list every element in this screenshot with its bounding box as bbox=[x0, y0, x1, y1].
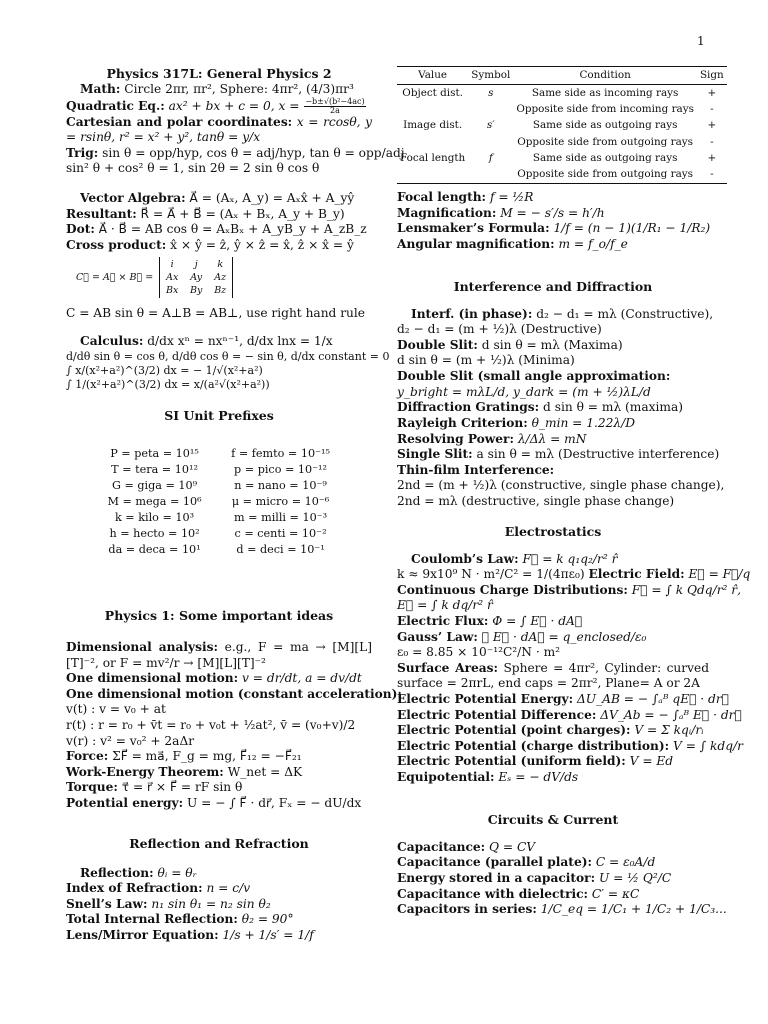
tir-label: Total Internal Reflection: bbox=[66, 912, 238, 927]
reflection-title: Reflection and Refraction bbox=[129, 835, 309, 851]
one-dim-motion bbox=[66, 671, 372, 687]
quadratic-text: ax² + bx + c = 0, x = bbox=[168, 98, 304, 113]
torque-label: Torque: bbox=[66, 780, 118, 795]
one-dim-text: v = dr/dt, a = dv/dt bbox=[242, 671, 362, 686]
table-cell: - bbox=[710, 103, 714, 116]
cartesian-label: Cartesian and polar coordinates: bbox=[66, 114, 293, 129]
kinematics-2: r(t) : r = r₀ + v̄t = r₀ + v₀t + ½at², v̄ = (v₀+v)/2 bbox=[66, 717, 356, 732]
small-angle-label: Double Slit (small angle approximation: bbox=[397, 369, 671, 384]
tir-line bbox=[66, 912, 372, 928]
potential-energy-text: U = − ∫ F⃗ · dr⃗, Fₓ = − dU/dx bbox=[187, 796, 362, 811]
thin-film-1: 2nd = (m + ½)λ (constructive, single phase change), bbox=[397, 478, 725, 493]
lens-equation-label: Lens/Mirror Equation: bbox=[66, 928, 219, 943]
si-row bbox=[93, 494, 345, 510]
equipotential-line bbox=[397, 770, 709, 786]
potential-point-label: Electric Potential (point charges): bbox=[397, 723, 631, 738]
surface-areas-label: Surface Areas: bbox=[397, 660, 499, 675]
potential-dist-text: V = ∫ kdq/r bbox=[673, 738, 743, 753]
work-energy-label: Work-Energy Theorem: bbox=[66, 764, 224, 779]
work-energy-text: W_net = ΔK bbox=[227, 764, 303, 779]
si-prefixes-title: SI Unit Prefixes bbox=[164, 407, 274, 423]
resolving-label: Resolving Power: bbox=[397, 431, 514, 446]
kinematics-1: v(t) : v = v₀ + at bbox=[66, 702, 166, 717]
table-cell bbox=[468, 167, 513, 184]
rayleigh-line bbox=[397, 416, 709, 432]
angular-mag-label: Angular magnification: bbox=[397, 237, 555, 252]
matrix-cell: Ay bbox=[190, 272, 203, 284]
table-cell: Opposite side from outgoing rays bbox=[517, 135, 693, 148]
continuous-text: F⃗ = ∫ k Qdq/r² r̂, bbox=[631, 582, 741, 597]
field-label: Electric Field: bbox=[588, 567, 685, 582]
continuous-line bbox=[397, 582, 741, 599]
table-header: Symbol bbox=[468, 67, 513, 85]
thin-film-2: 2nd = mλ (destructive, single phase change) bbox=[397, 493, 675, 508]
si-cell: c = centi = 10⁻² bbox=[234, 526, 327, 540]
page-title: Physics 317L: General Physics 2 bbox=[106, 66, 332, 81]
dimensional-analysis bbox=[66, 640, 372, 671]
continuous-label: Continuous Charge Distributions: bbox=[397, 582, 628, 597]
grating-text: d sin θ = mλ (maxima) bbox=[543, 400, 683, 415]
resolving-text: λ/Δλ = mN bbox=[517, 431, 587, 446]
lens-sign-table bbox=[397, 66, 727, 184]
magnification-label: Magnification: bbox=[397, 205, 497, 220]
table-cell bbox=[468, 134, 513, 150]
cartesian-line bbox=[66, 115, 372, 146]
dimensional-label: Dimensional analysis: bbox=[66, 639, 218, 654]
si-row bbox=[93, 542, 345, 558]
quadratic-line bbox=[66, 98, 372, 115]
quadratic-fraction bbox=[304, 98, 365, 115]
reflection-label: Reflection: bbox=[80, 865, 154, 880]
potential-diff-label: Electric Potential Difference: bbox=[397, 707, 597, 722]
dimensional-text: e.g., F = ma → [M][L][T]⁻², or F = mv²/r → [M][L][T]⁻² bbox=[66, 639, 372, 670]
math-label: Math: bbox=[80, 82, 121, 96]
quadratic-numerator: −b±√(b²−4ac) bbox=[305, 96, 365, 106]
dot-line bbox=[66, 222, 372, 238]
table-cell: Same side as outgoing rays bbox=[532, 119, 678, 132]
snell-label: Snell’s Law: bbox=[66, 896, 148, 911]
flux-text: Φ = ∫ E⃗ · dA⃗ bbox=[492, 613, 583, 628]
potential-point-line bbox=[397, 723, 709, 739]
one-dim-label: One dimensional motion: bbox=[66, 671, 239, 686]
capacitance-text: Q = CV bbox=[489, 839, 536, 854]
potential-dist-line bbox=[397, 738, 743, 755]
table-cell: s′ bbox=[486, 119, 495, 132]
matrix-cell: Bx bbox=[166, 285, 179, 297]
focal-length-line bbox=[397, 190, 709, 206]
rayleigh-label: Rayleigh Criterion: bbox=[397, 415, 528, 430]
si-cell: n = nano = 10⁻⁹ bbox=[234, 478, 327, 492]
cross-product-line bbox=[66, 238, 372, 254]
calculus-label: Calculus: bbox=[80, 334, 144, 349]
potential-point-text: V = Σ kqᵢ/rᵢ bbox=[634, 723, 704, 738]
cross-product-label: Cross product: bbox=[66, 237, 167, 252]
matrix-cell: Az bbox=[214, 272, 227, 284]
snell-text: n₁ sin θ₁ = n₂ sin θ₂ bbox=[151, 896, 271, 911]
rayleigh-text: θ_min = 1.22λ/D bbox=[531, 415, 636, 430]
cross-product-text: x̂ × ŷ = ẑ, ŷ × ẑ = x̂, ẑ × x̂ = ŷ bbox=[170, 237, 354, 252]
interf-line-2: d₂ − d₁ = (m + ½)λ (Destructive) bbox=[397, 322, 602, 337]
table-row bbox=[397, 134, 727, 150]
surface-areas-line bbox=[397, 661, 709, 692]
energy-stored-line bbox=[397, 871, 709, 887]
interf-text: d₂ − d₁ = mλ (Constructive), bbox=[536, 306, 714, 321]
potential-uniform-text: V = Ed bbox=[629, 754, 674, 769]
parallel-plate-text: C = ε₀A/d bbox=[595, 855, 656, 870]
magnification-text: M = − s′/s = h′/h bbox=[500, 205, 605, 220]
snell-line bbox=[66, 897, 372, 913]
resultant-label: Resultant: bbox=[66, 206, 137, 221]
interference-title: Interference and Diffraction bbox=[453, 278, 653, 294]
table-row bbox=[397, 102, 727, 118]
calculus-line-1 bbox=[66, 334, 372, 350]
index-text: n = c/v bbox=[206, 881, 251, 896]
matrix-cell: By bbox=[190, 285, 203, 297]
table-row bbox=[397, 118, 727, 134]
calculus-line-2: d/dθ sin θ = cos θ, d/dθ cos θ = − sin θ, d/dx constant = 0 bbox=[66, 349, 390, 363]
reflection-text: θᵢ = θᵣ bbox=[157, 865, 197, 880]
capacitance-label: Capacitance: bbox=[397, 839, 486, 854]
table-cell: - bbox=[697, 167, 727, 184]
double-slit-label: Double Slit: bbox=[397, 337, 478, 352]
resultant-text: R⃗ = A⃗ + B⃗ = (Aₓ + Bₓ, A_y + B_y) bbox=[140, 206, 345, 221]
table-header: Sign bbox=[697, 67, 727, 85]
si-row bbox=[93, 446, 345, 462]
table-cell: Same side as incoming rays bbox=[531, 86, 679, 99]
small-angle-line bbox=[397, 369, 709, 385]
gauss-text: ∮ E⃗ · dA⃗ = q_enclosed/ε₀ bbox=[481, 629, 647, 644]
matrix-cell: j bbox=[194, 259, 198, 271]
dot-label: Dot: bbox=[66, 222, 95, 237]
thin-film-label: Thin-film Interference: bbox=[397, 462, 555, 477]
si-row bbox=[93, 462, 345, 478]
gauss-line bbox=[397, 630, 709, 646]
grating-line bbox=[397, 400, 709, 416]
matrix-lhs: C⃗ = A⃗ × B⃗ = bbox=[76, 271, 154, 283]
trig-line bbox=[66, 145, 405, 162]
si-cell: P = peta = 10¹⁵ bbox=[110, 446, 199, 460]
flux-label: Electric Flux: bbox=[397, 613, 489, 628]
angular-mag-text: m = f_o/f_e bbox=[558, 237, 628, 252]
gauss-label: Gauss’ Law: bbox=[397, 629, 478, 644]
resolving-line bbox=[397, 432, 709, 448]
k-text: k ≈ 9x10⁹ N · m²/C² = 1/(4πε₀) bbox=[397, 567, 585, 582]
si-cell: p = pico = 10⁻¹² bbox=[234, 462, 328, 476]
index-line bbox=[66, 881, 372, 897]
double-slit-line bbox=[397, 338, 709, 354]
double-slit-line-2: d sin θ = (m + ½)λ (Minima) bbox=[397, 353, 575, 368]
trig-text: sin θ = opp/hyp, cos θ = adj/hyp, tan θ = opp/adj bbox=[102, 145, 405, 160]
table-header: Condition bbox=[513, 67, 697, 85]
epsilon-line: ε₀ = 8.85 × 10⁻¹²C²/N · m² bbox=[397, 645, 561, 660]
si-cell: f = femto = 10⁻¹⁵ bbox=[231, 446, 330, 460]
potential-energy-e-label: Electric Potential Energy: bbox=[397, 692, 574, 707]
si-cell: d = deci = 10⁻¹ bbox=[236, 542, 325, 556]
matrix-cell: Ax bbox=[166, 272, 179, 284]
kinematics-3: v(r) : v² = v₀² + 2aΔr bbox=[66, 733, 195, 748]
table-cell: + bbox=[707, 86, 717, 99]
matrix-cell: Bz bbox=[214, 285, 227, 297]
si-cell: h = hecto = 10² bbox=[109, 526, 200, 540]
si-cell: k = kilo = 10³ bbox=[114, 510, 195, 524]
interf-label: Interf. (in phase): bbox=[411, 306, 533, 321]
surface-areas-text: Sphere = 4πr², Cylinder: curved surface = 2πrL, end caps = 2πr², Plane= A or 2A bbox=[397, 660, 710, 691]
si-cell: T = tera = 10¹² bbox=[111, 462, 198, 476]
potential-energy-e-text: ΔU_AB = − ∫ₐᴮ qE⃗ · dr⃗ bbox=[576, 692, 729, 707]
focal-length-label: Focal length: bbox=[397, 190, 487, 205]
potential-diff-line bbox=[397, 707, 742, 724]
grating-label: Diffraction Gratings: bbox=[397, 400, 540, 415]
series-line bbox=[397, 902, 727, 918]
potential-energy-e-line bbox=[397, 692, 729, 708]
quadratic-label: Quadratic Eq.: bbox=[66, 98, 165, 113]
table-cell: Opposite side from outgoing rays bbox=[513, 167, 697, 184]
math-line bbox=[66, 82, 372, 98]
calculus-line-3: ∫ x/(x²+a²)^(3/2) dx = − 1/√(x²+a²) bbox=[66, 363, 263, 377]
si-row bbox=[93, 510, 345, 526]
index-label: Index of Refraction: bbox=[66, 881, 203, 896]
math-text: Circle 2πr, πr², Sphere: 4πr², (4/3)πr³ bbox=[124, 82, 354, 96]
reflection-line bbox=[66, 866, 372, 882]
trig-label: Trig: bbox=[66, 145, 99, 160]
force-text: ΣF⃗ = ma⃗, F_g = mg, F⃗₁₂ = −F⃗₂₁ bbox=[112, 749, 302, 764]
table-cell bbox=[397, 167, 468, 184]
table-row bbox=[397, 151, 727, 167]
table-cell bbox=[397, 134, 468, 150]
magnification-line bbox=[397, 206, 709, 222]
table-cell bbox=[468, 102, 513, 118]
energy-stored-label: Energy stored in a capacitor: bbox=[397, 870, 596, 885]
equipotential-text: Eₛ = − dV/ds bbox=[498, 770, 579, 785]
series-label: Capacitors in series: bbox=[397, 902, 537, 917]
table-cell: - bbox=[710, 135, 714, 148]
dot-text: A⃗ · B⃗ = AB cos θ = AₓBₓ + A_yB_y + A_zB_z bbox=[98, 222, 367, 237]
potential-energy-label: Potential energy: bbox=[66, 796, 184, 811]
electrostatics-title: Electrostatics bbox=[504, 523, 602, 539]
table-cell: s bbox=[488, 86, 494, 99]
trig-identity-line: sin² θ + cos² θ = 1, sin 2θ = 2 sin θ cos θ bbox=[66, 161, 320, 176]
work-energy-line bbox=[66, 765, 372, 781]
page-number: 1 bbox=[697, 34, 705, 48]
calculus-line-4: ∫ 1/(x²+a²)^(3/2) dx = x/(a²√(x²+a²)) bbox=[66, 377, 270, 391]
small-angle-text: y_bright = mλL/d, y_dark = (m + ½)λL/d bbox=[397, 384, 651, 399]
focal-length-text: f = ½R bbox=[489, 190, 534, 205]
vector-algebra-line bbox=[66, 191, 372, 207]
force-label: Force: bbox=[66, 749, 109, 764]
torque-line bbox=[66, 780, 372, 796]
vector-algebra-text: A⃗ = (Aₓ, A_y) = Aₓx̂ + A_yŷ bbox=[189, 191, 355, 206]
dielectric-text: C′ = κC bbox=[591, 886, 640, 901]
coulomb-line bbox=[397, 552, 709, 568]
resultant-line bbox=[66, 207, 372, 223]
vector-algebra-label: Vector Algebra: bbox=[80, 191, 186, 206]
table-cell: Image dist. bbox=[403, 119, 463, 132]
table-cell: + bbox=[707, 119, 717, 132]
lensmaker-line bbox=[397, 221, 709, 237]
energy-stored-text: U = ½ Q²/C bbox=[598, 870, 672, 885]
lensmaker-text: 1/f = (n − 1)(1/R₁ − 1/R₂) bbox=[553, 221, 711, 236]
si-cell: M = mega = 10⁶ bbox=[107, 494, 202, 508]
cross-matrix bbox=[159, 257, 233, 298]
quadratic-denominator: 2a bbox=[330, 105, 340, 115]
physics1-title: Physics 1: Some important ideas bbox=[104, 607, 334, 623]
right-column bbox=[397, 66, 751, 918]
thin-film-line bbox=[397, 463, 709, 479]
angular-mag-line bbox=[397, 237, 709, 253]
interf-line bbox=[397, 306, 714, 323]
single-slit-label: Single Slit: bbox=[397, 447, 473, 462]
table-cell: f bbox=[488, 152, 493, 165]
coulomb-text: F⃗ = k q₁q₂/r² r̂ bbox=[522, 551, 618, 566]
calculus-derivative-1: d/dx xⁿ = nxⁿ⁻¹, d/dx lnx = 1/x bbox=[147, 334, 333, 349]
matrix-cell: k bbox=[217, 259, 224, 271]
potential-energy-line bbox=[66, 796, 372, 812]
table-row bbox=[397, 85, 727, 102]
potential-diff-text: ΔV_Ab = − ∫ₐᴮ E⃗ · dr⃗ bbox=[600, 707, 742, 722]
matrix-cell: i bbox=[170, 259, 174, 271]
cartesian-text: x = rcosθ, y = rsinθ, r² = x² + y², tanθ = y/x bbox=[66, 114, 373, 145]
capacitance-line bbox=[397, 840, 709, 856]
single-slit-line bbox=[397, 447, 720, 463]
series-text: 1/C_eq = 1/C₁ + 1/C₂ + 1/C₃... bbox=[540, 902, 727, 917]
lensmaker-label: Lensmaker’s Formula: bbox=[397, 221, 550, 236]
torque-text: τ⃗ = r⃗ × F⃗ = rF sin θ bbox=[121, 780, 243, 795]
si-cell: m = milli = 10⁻³ bbox=[233, 510, 328, 524]
si-row bbox=[93, 478, 345, 494]
si-row bbox=[93, 526, 345, 542]
table-row bbox=[397, 167, 727, 184]
potential-uniform-label: Electric Potential (uniform field): bbox=[397, 754, 626, 769]
k-field-line bbox=[397, 567, 751, 583]
cross-magnitude-line: C = AB sin θ = A⊥B = AB⊥, use right hand rule bbox=[66, 306, 365, 321]
continuous-line-2: E⃗ = ∫ k dq/r² r̂ bbox=[397, 598, 493, 613]
table-cell: Opposite side from incoming rays bbox=[516, 103, 694, 116]
field-text: E⃗ = F⃗/q bbox=[688, 567, 751, 582]
potential-uniform-line bbox=[397, 754, 709, 770]
constant-accel-label: One dimensional motion (constant acceleration): bbox=[66, 686, 402, 701]
lens-equation-text: 1/s + 1/s′ = 1/f bbox=[222, 928, 314, 943]
dielectric-line bbox=[397, 887, 709, 903]
equipotential-label: Equipotential: bbox=[397, 770, 495, 785]
si-prefix-table bbox=[93, 446, 345, 558]
tir-text: θ₂ = 90° bbox=[241, 912, 294, 927]
table-cell: Object dist. bbox=[402, 86, 463, 99]
potential-dist-label: Electric Potential (charge distribution): bbox=[397, 738, 670, 753]
single-slit-text: a sin θ = mλ (Destructive interference) bbox=[476, 447, 720, 462]
si-cell: G = giga = 10⁹ bbox=[111, 478, 198, 492]
left-column bbox=[66, 66, 405, 944]
lens-equation-line bbox=[66, 928, 372, 944]
table-header: Value bbox=[397, 67, 468, 85]
dielectric-label: Capacitance with dielectric: bbox=[397, 886, 589, 901]
coulomb-label: Coulomb’s Law: bbox=[411, 551, 519, 566]
table-header-row bbox=[397, 67, 727, 85]
force-line bbox=[66, 749, 372, 765]
table-cell: + bbox=[707, 152, 717, 165]
parallel-plate-label: Capacitance (parallel plate): bbox=[397, 855, 592, 870]
circuits-title: Circuits & Current bbox=[487, 811, 619, 827]
si-cell: da = deca = 10¹ bbox=[108, 542, 201, 556]
double-slit-text: d sin θ = mλ (Maxima) bbox=[481, 337, 623, 352]
si-cell: μ = micro = 10⁻⁶ bbox=[231, 494, 330, 508]
table-cell bbox=[397, 102, 468, 118]
table-cell: Focal length bbox=[400, 152, 466, 165]
parallel-plate-line bbox=[397, 855, 709, 871]
table-cell: Same side as outgoing rays bbox=[532, 152, 678, 165]
cross-matrix-row bbox=[76, 257, 372, 298]
flux-line bbox=[397, 614, 709, 630]
